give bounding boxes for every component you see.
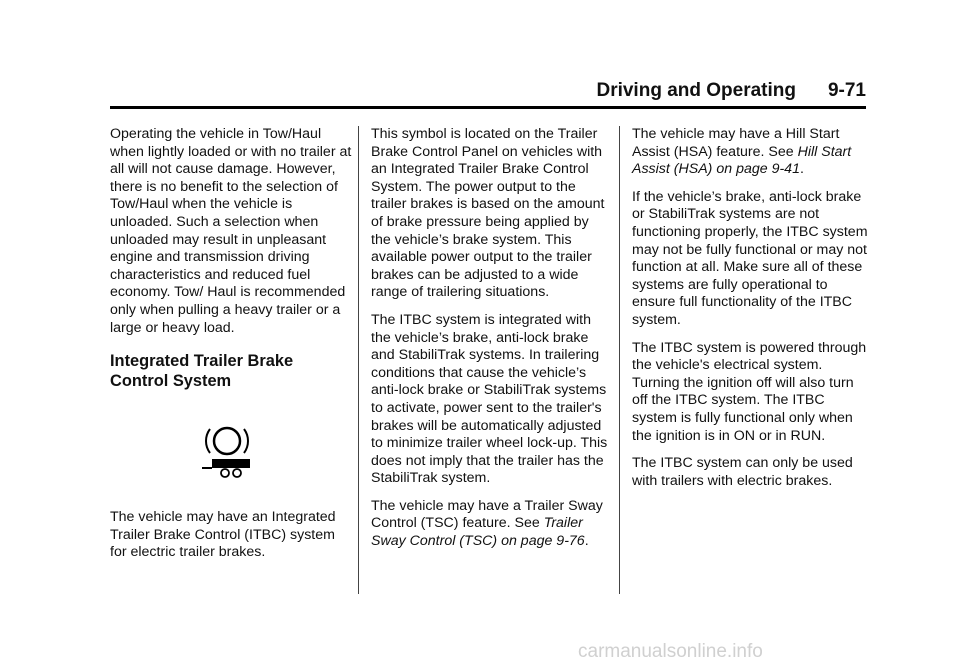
page-header bbox=[110, 76, 866, 109]
watermark: carmanualsonline.info bbox=[578, 641, 763, 662]
paragraph-hsa bbox=[632, 126, 868, 179]
hsa-link[interactable]: Hill Start Assist (HSA) on page 9-41 bbox=[632, 143, 852, 178]
paragraph-integration: The ITBC system is integrated with the vehicle’s brake, anti-lock brake and StabiliTrak systems. In trailering conditions that cause the vehicle’s anti-lock brake or StabiliTrak systems to activate, power sent to the trailer's brakes will be automatically adjusted to minimize trailer wheel lock-up. This does not imply that the trailer has the StabiliTrak system. bbox=[371, 311, 608, 487]
hsa-end: . bbox=[799, 161, 804, 178]
paragraph-symbol: This symbol is located on the Trailer Brake Control Panel on vehicles with an Integrated Trailer Brake Control System. The power output to the trailer brakes is based on the amount of brake pressure being applied by the vehicle’s brake system. This available power output to the trailer brakes can be adjusted to a wide range of trailering situations. bbox=[371, 126, 605, 301]
hsa-text: The vehicle may have a Hill Start Assist (HSA) feature. See bbox=[632, 126, 840, 160]
tsc-link[interactable]: Trailer Sway Control (TSC) on page 9-76 bbox=[371, 515, 585, 550]
column-1 bbox=[110, 126, 354, 572]
column-divider bbox=[358, 126, 359, 594]
page-number: 9-71 bbox=[827, 80, 866, 101]
column-2 bbox=[371, 126, 608, 561]
heading-line-1: Integrated Trailer Brake bbox=[110, 352, 294, 371]
paragraph-tsc bbox=[371, 498, 608, 551]
trailer-brake-icon bbox=[197, 421, 257, 483]
paragraph-power: The ITBC system is powered through the vehicle's electrical system. Turning the ignition off will also turn off the ITBC system. The ITBC system is fully functional only when the ignition is in ON or in RUN. bbox=[632, 339, 867, 444]
column-3 bbox=[632, 126, 868, 500]
tsc-text: The vehicle may have a Trailer Sway Control (TSC) feature. See bbox=[371, 497, 603, 532]
paragraph-electric-brakes: The ITBC system can only be used with trailers with electric brakes. bbox=[632, 455, 853, 489]
heading-line-2: Control System bbox=[110, 372, 232, 391]
column-divider bbox=[619, 126, 620, 594]
paragraph-malfunction: If the vehicle’s brake, anti-lock brake or StabiliTrak systems are not functioning properly, the ITBC system may not be fully functional or may not function at all. Make sure all of these systems are fully operational to ensure full functionality of the ITBC system. bbox=[632, 188, 868, 328]
section-heading bbox=[110, 351, 354, 391]
paragraph-tow-haul: Operating the vehicle in Tow/Haul when lightly loaded or with no trailer at all will not cause damage. However, there is no benefit to the selection of Tow/Haul when the vehicle is unloaded. Such a selection when unloaded may result in unpleasant engine and transmission driving characteristics and reduced fuel economy. Tow/ Haul is recommended only when pulling a heavy trailer or a large or heavy load. bbox=[110, 126, 352, 336]
section-title: Driving and Operating bbox=[596, 80, 796, 101]
paragraph-itbc-intro: The vehicle may have an Integrated Trailer Brake Control (ITBC) system for electric trailer brakes. bbox=[110, 509, 336, 561]
tsc-end: . bbox=[584, 533, 589, 550]
